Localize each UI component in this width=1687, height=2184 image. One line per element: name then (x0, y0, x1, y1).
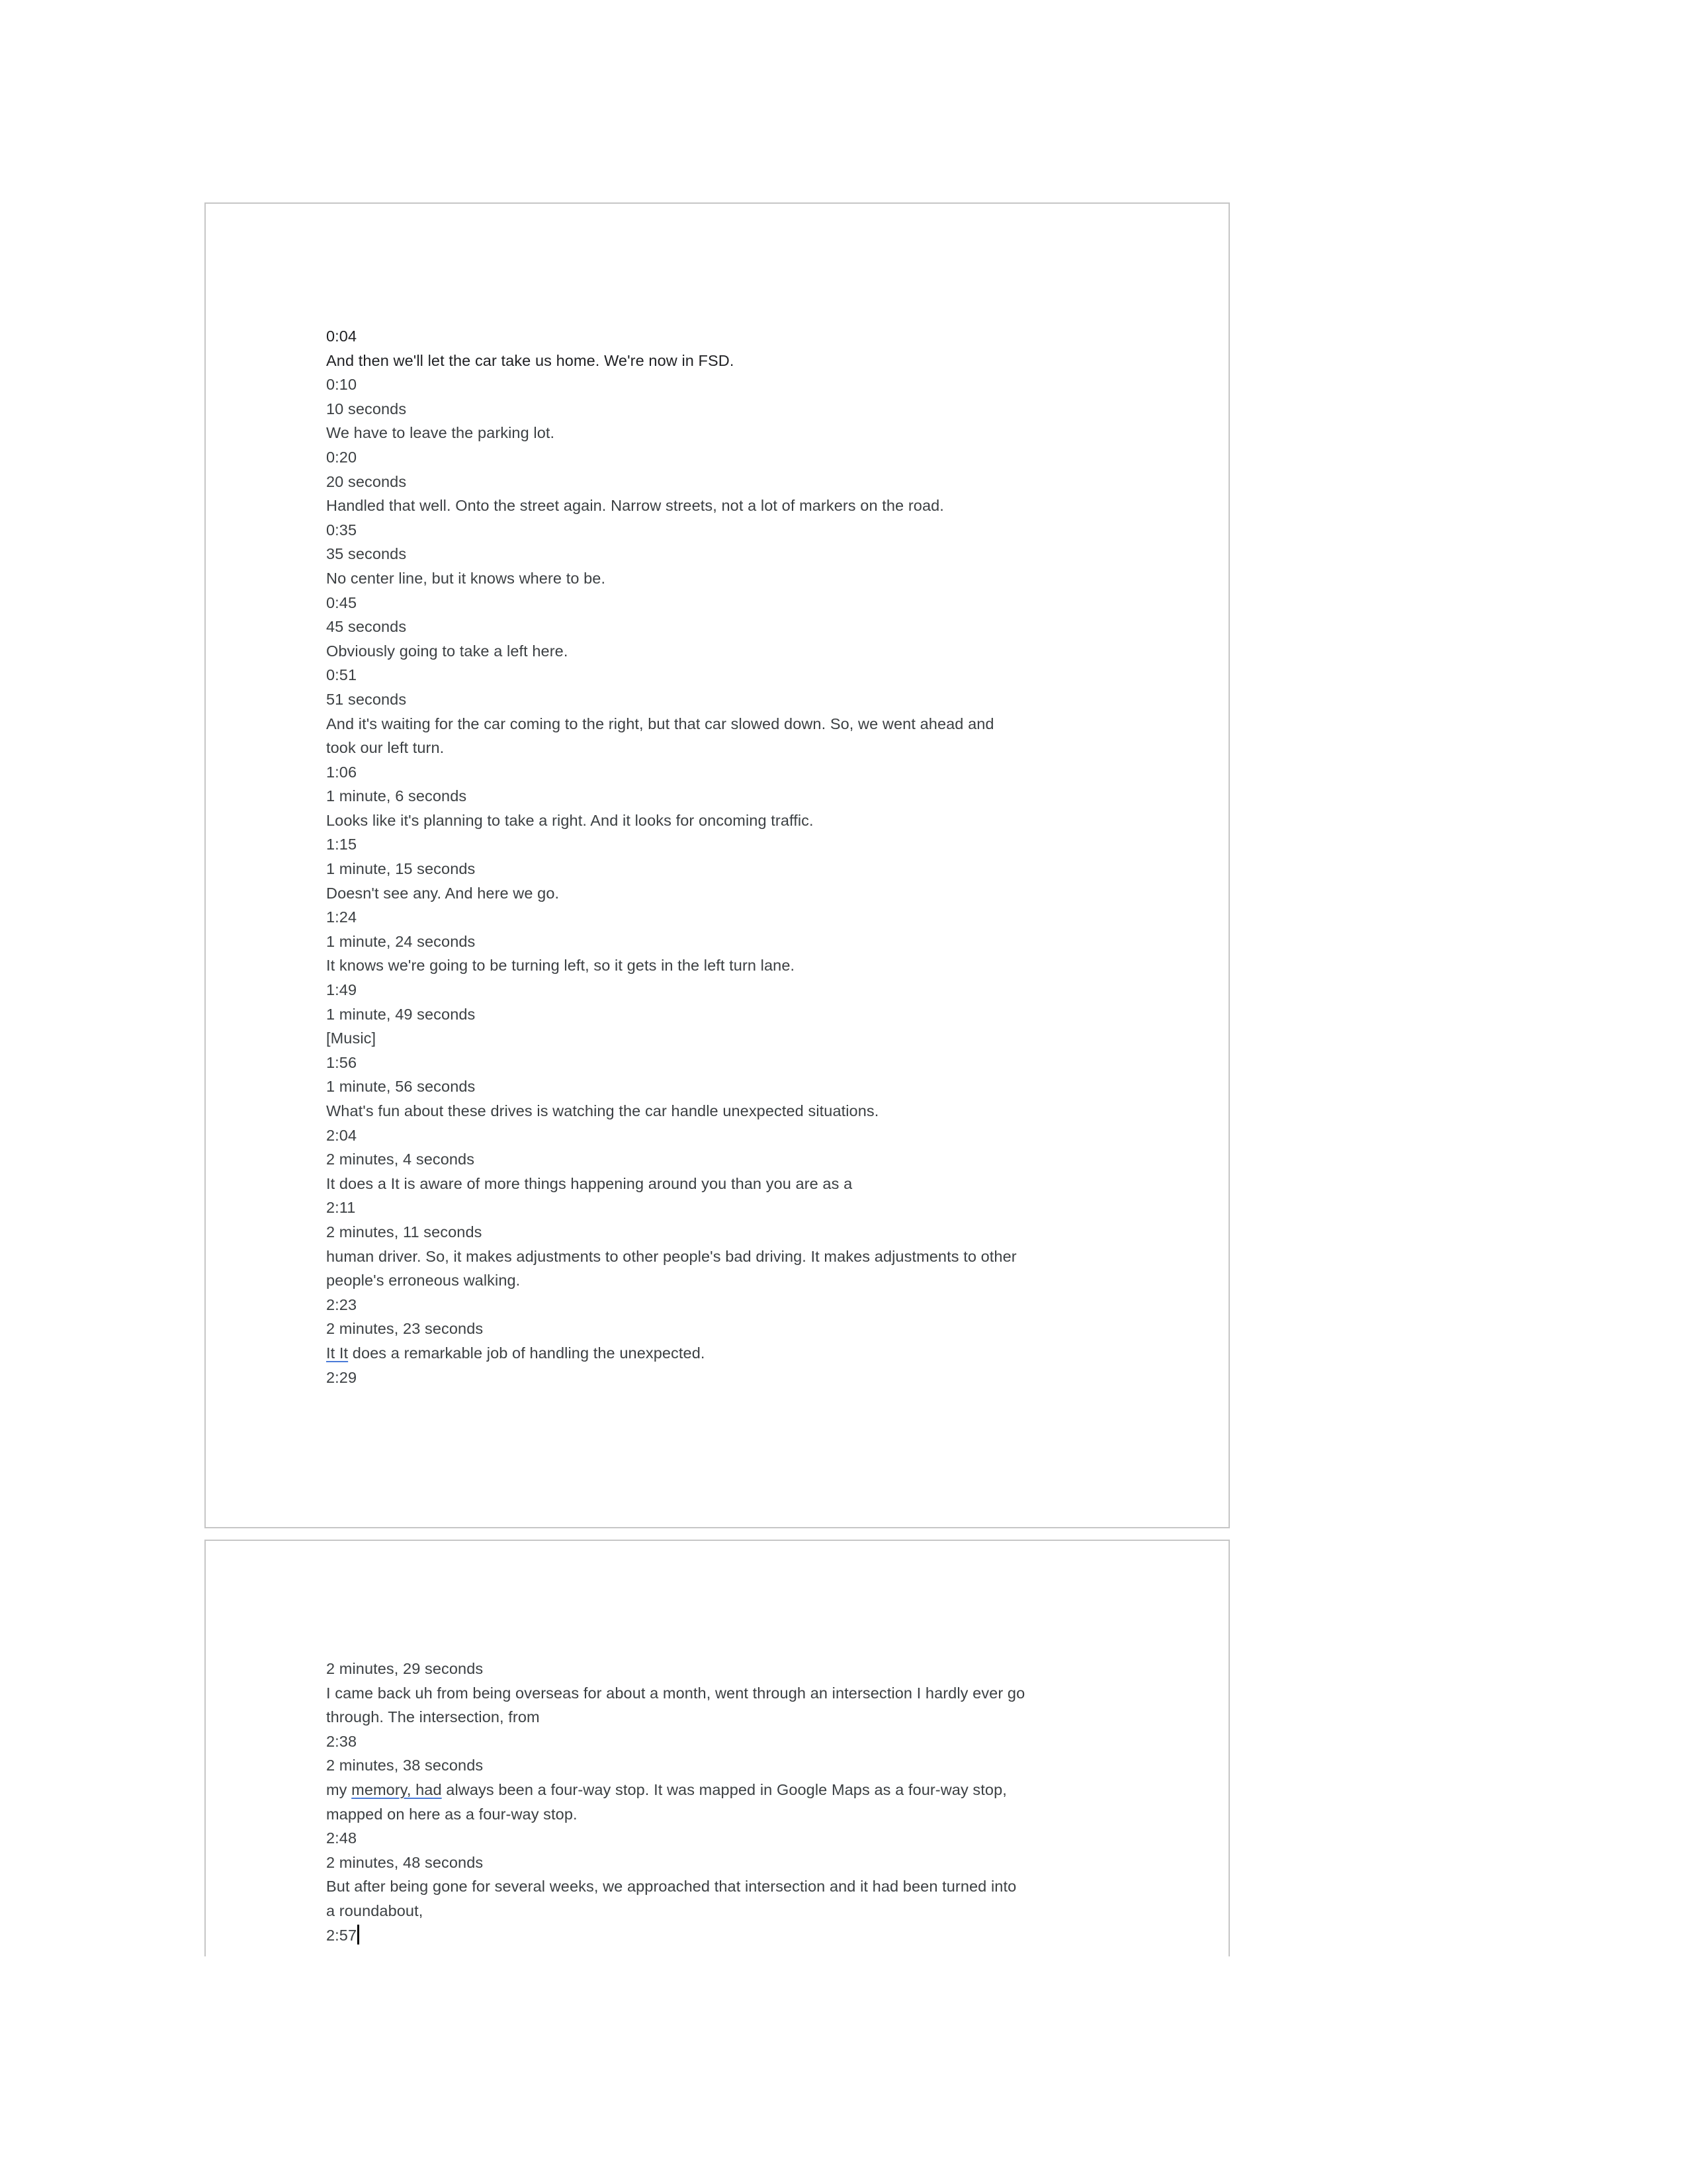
transcript-line: What's fun about these drives is watching the car handle unexpected situations. (326, 1102, 879, 1119)
transcript-line: 1:49 (326, 981, 357, 999)
transcript-line (326, 1778, 1120, 1802)
transcript-line: 0:20 (326, 448, 357, 466)
transcript-line: 1 minute, 15 seconds (326, 860, 476, 878)
transcript-line: No center line, but it knows where to be. (326, 569, 606, 587)
transcript-line: 1 minute, 56 seconds (326, 1078, 476, 1096)
transcript-line: But after being gone for several weeks, we approached that intersection and it had been turned into (326, 1878, 1017, 1896)
transcript-line: 2:11 (326, 1199, 356, 1217)
transcript-line: 1:15 (326, 836, 357, 853)
transcript-line: It does a It is aware of more things happening around you than you are as a (326, 1174, 853, 1192)
transcript-line: 10 seconds (326, 400, 407, 417)
transcript-line: 1:06 (326, 763, 357, 781)
transcript-line: 0:45 (326, 593, 357, 611)
line-text: my (326, 1780, 352, 1798)
transcript-line (326, 1341, 1120, 1366)
document-page-1 (204, 202, 1230, 1528)
transcript-line: 0:10 (326, 376, 357, 394)
transcript-line: And it's waiting for the car coming to the right, but that car slowed down. So, we went ahead and (326, 715, 994, 732)
transcript-line: 2 minutes, 29 seconds (326, 1660, 484, 1677)
transcript-line: 0:04 (326, 328, 357, 345)
transcript-line: 1:24 (326, 908, 357, 926)
transcript-line: Looks like it's planning to take a right. And it looks for oncoming traffic. (326, 811, 814, 829)
transcript-line: 2:57 (326, 1923, 1120, 1948)
transcript-line: people's erroneous walking. (326, 1272, 521, 1289)
transcript-text-continued[interactable] (326, 1657, 1120, 1947)
transcript-line: Doesn't see any. And here we go. (326, 884, 560, 902)
transcript-line: 1:56 (326, 1053, 357, 1071)
transcript-line: 2:23 (326, 1295, 357, 1313)
transcript-line: through. The intersection, from (326, 1708, 540, 1726)
transcript-line: 2:38 (326, 1732, 357, 1750)
text-cursor (357, 1925, 359, 1944)
transcript-line: a roundabout, (326, 1901, 423, 1919)
transcript-line: took our left turn. (326, 739, 445, 757)
transcript-line: Handled that well. Onto the street again. Narrow streets, not a lot of markers on the road. (326, 497, 944, 515)
transcript-line: 45 seconds (326, 618, 407, 636)
transcript-line: 2:48 (326, 1829, 357, 1847)
transcript-line: [Music] (326, 1029, 376, 1047)
transcript-line: 2 minutes, 4 seconds (326, 1151, 475, 1168)
transcript-line: 1 minute, 49 seconds (326, 1005, 476, 1023)
transcript-line: 2:29 (326, 1368, 357, 1386)
spellcheck-flag[interactable]: It It (326, 1344, 349, 1362)
transcript-line: Obviously going to take a left here. (326, 642, 568, 660)
line-text: always been a four-way stop. It was mapped in Google Maps as a four-way stop, (441, 1780, 1007, 1798)
transcript-line: 2 minutes, 23 seconds (326, 1320, 484, 1338)
transcript-line: We have to leave the parking lot. (326, 424, 555, 442)
transcript-line: 0:51 (326, 666, 357, 684)
transcript-line: 1 minute, 24 seconds (326, 932, 476, 950)
transcript-line: 2:04 (326, 1126, 357, 1144)
transcript-line: mapped on here as a four-way stop. (326, 1805, 578, 1823)
document-page-2 (204, 1540, 1230, 1956)
transcript-line: 1 minute, 6 seconds (326, 787, 467, 805)
transcript-line: 51 seconds (326, 690, 407, 708)
transcript-line: 2 minutes, 11 seconds (326, 1223, 482, 1241)
transcript-line: 2 minutes, 38 seconds (326, 1757, 484, 1774)
transcript-text[interactable] (326, 324, 1120, 1389)
transcript-line: It knows we're going to be turning left, so it gets in the left turn lane. (326, 957, 795, 975)
spellcheck-flag[interactable]: memory, had (351, 1780, 442, 1798)
transcript-line: 20 seconds (326, 472, 407, 490)
transcript-line: I came back uh from being overseas for about a month, went through an intersection I hardly ever go (326, 1684, 1025, 1702)
transcript-line: And then we'll let the car take us home. We're now in FSD. (326, 351, 734, 369)
transcript-line: 35 seconds (326, 545, 407, 563)
transcript-line: 0:35 (326, 521, 357, 539)
transcript-line: human driver. So, it makes adjustments to other people's bad driving. It makes adjustments to other (326, 1247, 1017, 1265)
line-text: does a remarkable job of handling the unexpected. (348, 1344, 705, 1362)
transcript-line: 2 minutes, 48 seconds (326, 1853, 484, 1871)
